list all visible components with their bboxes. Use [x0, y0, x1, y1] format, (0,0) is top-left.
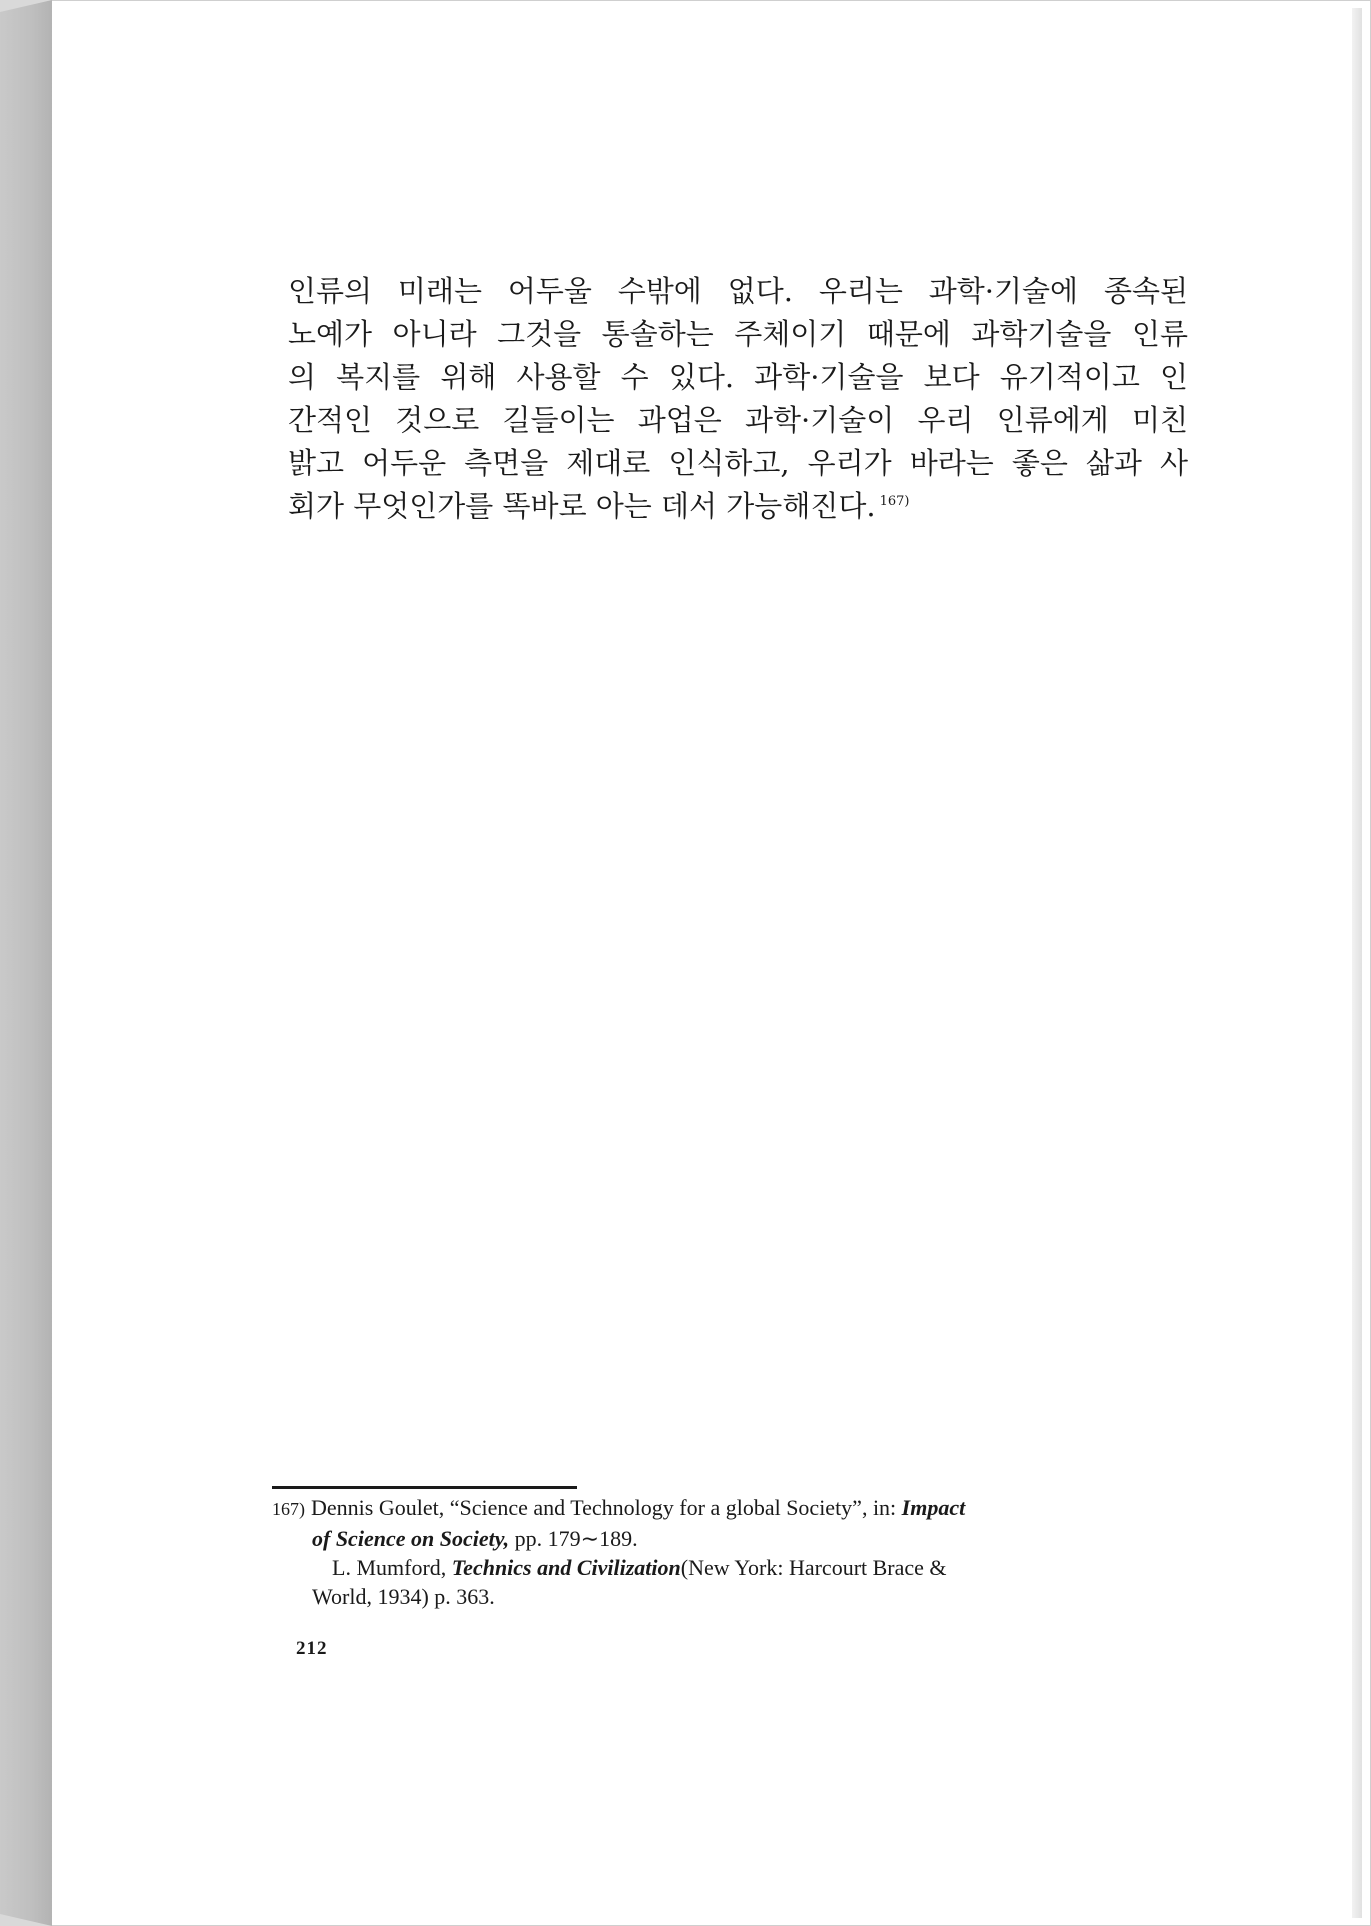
- body-line: 의 복지를 위해 사용할 수 있다. 과학·기술을 보다 유기적이고 인: [288, 360, 1188, 394]
- body-line-text: 회가 무엇인가를 똑바로 아는 데서 가능해진다.: [288, 489, 876, 523]
- footnote-separator: [272, 1486, 577, 1489]
- body-line-last: [288, 485, 1188, 528]
- footnote-text: pp. 179∼189.: [514, 1526, 638, 1551]
- body-paragraph: [288, 270, 1188, 528]
- footnote-line: World, 1934) p. 363.: [312, 1584, 495, 1609]
- page-number: 212: [296, 1638, 328, 1659]
- body-line: 노예가 아니라 그것을 통솔하는 주체이기 때문에 과학기술을 인류: [288, 317, 1188, 351]
- footnote-title: Technics and Civilization: [451, 1555, 681, 1580]
- footnote-title: Impact: [901, 1495, 966, 1520]
- footnote-text: L. Mumford,: [332, 1555, 447, 1580]
- body-line: 간적인 것으로 길들이는 과업은 과학·기술이 우리 인류에게 미친: [288, 403, 1188, 437]
- footnotes: [272, 1493, 1142, 1611]
- body-line: 인류의 미래는 어두울 수밖에 없다. 우리는 과학·기술에 종속된: [288, 274, 1188, 308]
- footnote-reference: 167): [879, 494, 910, 510]
- footnote-line: [272, 1553, 1142, 1582]
- footnote-text: (New York: Harcourt Brace &: [680, 1555, 947, 1580]
- body-line: 밝고 어두운 측면을 제대로 인식하고, 우리가 바라는 좋은 삶과 사: [288, 446, 1188, 480]
- page-edge: [1352, 8, 1362, 1918]
- footnote-line: [272, 1524, 1142, 1553]
- book-spine: [0, 0, 52, 1926]
- footnote-text: Dennis Goulet, “Science and Technology for a global Society”, in:: [311, 1495, 897, 1520]
- footnote-line: [272, 1493, 1142, 1524]
- footnote-title: of Science on Society,: [312, 1526, 510, 1551]
- footnote-number: 167): [272, 1499, 305, 1519]
